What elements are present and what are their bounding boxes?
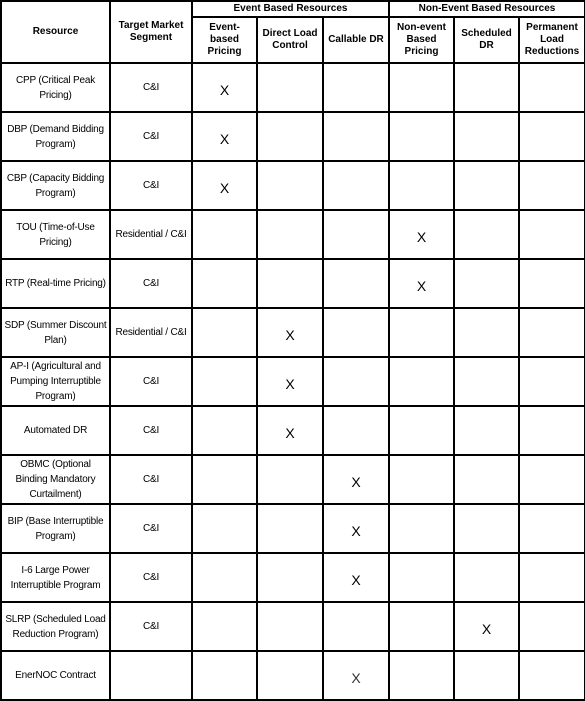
empty-cell (389, 161, 454, 210)
empty-cell (519, 553, 585, 602)
empty-cell (323, 63, 389, 112)
empty-cell (323, 602, 389, 651)
table-row (1, 406, 585, 455)
empty-cell (454, 406, 519, 455)
empty-cell (323, 406, 389, 455)
empty-cell (257, 63, 323, 112)
x-mark-cell: X (389, 259, 454, 308)
x-mark-cell: X (323, 553, 389, 602)
empty-cell (519, 455, 585, 504)
empty-cell (389, 63, 454, 112)
header-target-segment: Target Market Segment (110, 1, 192, 63)
empty-cell (323, 308, 389, 357)
table-row (1, 112, 585, 161)
empty-cell (519, 112, 585, 161)
empty-cell (192, 406, 257, 455)
empty-cell (323, 112, 389, 161)
empty-cell (257, 259, 323, 308)
empty-cell (389, 504, 454, 553)
empty-cell (389, 112, 454, 161)
target-segment-cell: C&I (110, 406, 192, 455)
empty-cell (454, 63, 519, 112)
empty-cell (192, 259, 257, 308)
resource-cell: OBMC (Optional Binding Mandatory Curtailment) (1, 455, 110, 504)
empty-cell (257, 553, 323, 602)
empty-cell (519, 210, 585, 259)
resource-cell: TOU (Time-of-Use Pricing) (1, 210, 110, 259)
empty-cell (519, 651, 585, 700)
x-mark-cell: X (323, 455, 389, 504)
empty-cell (257, 602, 323, 651)
x-mark-cell: X (257, 357, 323, 406)
target-segment-cell: C&I (110, 455, 192, 504)
target-segment-cell: C&I (110, 553, 192, 602)
empty-cell (257, 210, 323, 259)
x-mark-cell: X (192, 161, 257, 210)
header-col-scheduled-dr: Scheduled DR (454, 17, 519, 63)
empty-cell (323, 357, 389, 406)
x-mark-cell: X (192, 63, 257, 112)
target-segment-cell: C&I (110, 259, 192, 308)
header-group-non-event-based: Non-Event Based Resources (389, 1, 585, 17)
table-row (1, 63, 585, 112)
empty-cell (519, 63, 585, 112)
header-col-event-based-pricing: Event-based Pricing (192, 17, 257, 63)
header-resource: Resource (1, 1, 110, 63)
resource-cell: EnerNOC Contract (1, 651, 110, 700)
empty-cell (454, 553, 519, 602)
empty-cell (192, 504, 257, 553)
empty-cell (192, 455, 257, 504)
empty-cell (257, 112, 323, 161)
resource-cell: DBP (Demand Bidding Program) (1, 112, 110, 161)
x-mark-cell: X (323, 504, 389, 553)
empty-cell (389, 553, 454, 602)
empty-cell (519, 406, 585, 455)
empty-cell (323, 210, 389, 259)
empty-cell (389, 651, 454, 700)
target-segment-cell: C&I (110, 504, 192, 553)
resource-cell: SLRP (Scheduled Load Reduction Program) (1, 602, 110, 651)
empty-cell (192, 308, 257, 357)
table-row (1, 455, 585, 504)
empty-cell (519, 602, 585, 651)
empty-cell (454, 161, 519, 210)
target-segment-cell: C&I (110, 63, 192, 112)
target-segment-cell: C&I (110, 112, 192, 161)
resource-cell: SDP (Summer Discount Plan) (1, 308, 110, 357)
resource-cell: CBP (Capacity Bidding Program) (1, 161, 110, 210)
empty-cell (323, 161, 389, 210)
table-row (1, 602, 585, 651)
header-col-permanent-load-reductions: Permanent Load Reductions (519, 17, 585, 63)
empty-cell (389, 455, 454, 504)
empty-cell (454, 651, 519, 700)
table-row (1, 259, 585, 308)
empty-cell (454, 210, 519, 259)
empty-cell (257, 651, 323, 700)
table-row (1, 651, 585, 700)
empty-cell (192, 357, 257, 406)
x-mark-cell: X (323, 651, 389, 700)
empty-cell (192, 651, 257, 700)
header-col-callable-dr: Callable DR (323, 17, 389, 63)
table-row (1, 161, 585, 210)
empty-cell (454, 504, 519, 553)
table-row (1, 504, 585, 553)
empty-cell (454, 357, 519, 406)
table-row (1, 553, 585, 602)
header-col-non-event-based-pricing: Non-event Based Pricing (389, 17, 454, 63)
x-mark-cell: X (389, 210, 454, 259)
target-segment-cell (110, 651, 192, 700)
empty-cell (192, 553, 257, 602)
resource-cell: BIP (Base Interruptible Program) (1, 504, 110, 553)
empty-cell (389, 602, 454, 651)
target-segment-cell: C&I (110, 161, 192, 210)
x-mark-cell: X (257, 308, 323, 357)
target-segment-cell: C&I (110, 602, 192, 651)
resource-cell: RTP (Real-time Pricing) (1, 259, 110, 308)
empty-cell (519, 308, 585, 357)
table-row (1, 357, 585, 406)
resource-cell: I-6 Large Power Interruptible Program (1, 553, 110, 602)
empty-cell (519, 259, 585, 308)
empty-cell (454, 259, 519, 308)
x-mark-cell: X (454, 602, 519, 651)
empty-cell (389, 308, 454, 357)
empty-cell (323, 259, 389, 308)
x-mark-cell: X (192, 112, 257, 161)
empty-cell (257, 455, 323, 504)
empty-cell (192, 602, 257, 651)
target-segment-cell: Residential / C&I (110, 308, 192, 357)
resource-cell: CPP (Critical Peak Pricing) (1, 63, 110, 112)
empty-cell (454, 308, 519, 357)
empty-cell (257, 504, 323, 553)
empty-cell (389, 406, 454, 455)
x-mark-cell: X (257, 406, 323, 455)
header-group-event-based: Event Based Resources (192, 1, 389, 17)
table-row (1, 308, 585, 357)
resource-cell: AP-I (Agricultural and Pumping Interruptible Program) (1, 357, 110, 406)
header-col-direct-load-control: Direct Load Control (257, 17, 323, 63)
empty-cell (519, 161, 585, 210)
header-group-row (1, 1, 585, 17)
empty-cell (192, 210, 257, 259)
target-segment-cell: Residential / C&I (110, 210, 192, 259)
table-row (1, 210, 585, 259)
empty-cell (519, 357, 585, 406)
resource-cell: Automated DR (1, 406, 110, 455)
empty-cell (257, 161, 323, 210)
empty-cell (454, 112, 519, 161)
empty-cell (454, 455, 519, 504)
empty-cell (389, 357, 454, 406)
table-body (1, 63, 585, 700)
target-segment-cell: C&I (110, 357, 192, 406)
empty-cell (519, 504, 585, 553)
